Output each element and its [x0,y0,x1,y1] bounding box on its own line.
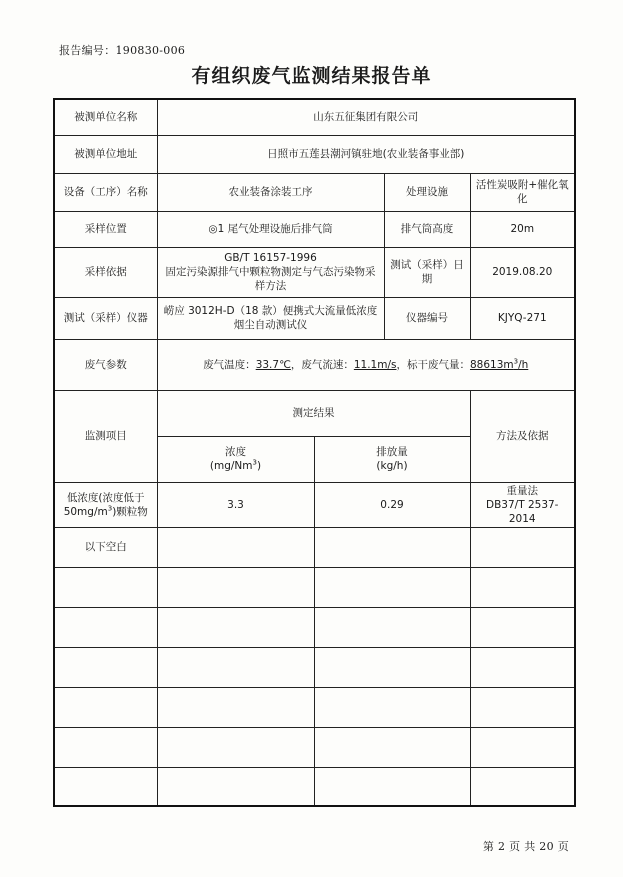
concentration-header: 浓度 (mg/Nm$^3$) [157,436,314,482]
measurement-result-header: 测定结果 [157,390,470,436]
test-date-value: 2019.08.20 [470,247,575,297]
standard-title: 固定污染源排气中颗粒物测定与气态污染物采样方法 [165,266,376,292]
row-instrument [54,297,575,339]
sampling-location-value: ◎1 尾气处理设施后排气筒 [157,211,384,247]
sampling-location-label: 采样位置 [54,211,157,247]
empty-row [54,567,575,607]
blank-note-row [54,527,575,567]
concentration-unit: (mg/Nm$^3$) [209,458,262,472]
exhaust-params-label: 废气参数 [54,339,157,390]
instrument-value: 崂应 3012H-D（18 款）便携式大流量低浓度烟尘自动测试仪 [157,297,384,339]
row-unit-address [54,135,575,173]
emission-value: 0.29 [314,482,470,527]
stack-height-label: 排气筒高度 [384,211,470,247]
report-table [53,98,576,807]
row-equipment [54,173,575,211]
method-header: 方法及依据 [470,390,575,482]
facility-label: 处理设施 [384,173,470,211]
instrument-label: 测试（采样）仪器 [54,297,157,339]
equipment-label: 设备（工序）名称 [54,173,157,211]
stack-height-value: 20m [470,211,575,247]
std-dry-exhaust-volume: $88613m^3/h$ [469,357,529,371]
monitoring-item: 低浓度(浓度低于 $50mg/m^3$)颗粒物 [54,482,157,527]
row-sampling-basis [54,247,575,297]
exhaust-flow-velocity: 11.1m/s [353,358,397,371]
page-title: 有组织废气监测结果报告单 [191,65,432,87]
monitoring-item-header: 监测项目 [54,390,157,482]
results-header-row [54,390,575,436]
concentration-value: 3.3 [157,482,314,527]
unit-name-value: 山东五征集团有限公司 [157,99,575,135]
empty-row [54,687,575,727]
row-unit-name [54,99,575,135]
table-row [54,482,575,527]
report-number: 报告编号：190830-006 [59,44,186,57]
exhaust-params-value [157,339,575,390]
empty-row [54,647,575,687]
instrument-no-label: 仪器编号 [384,297,470,339]
unit-address-value: 日照市五莲县潮河镇驻地(农业装备事业部) [157,135,575,173]
exhaust-temperature: 33.7℃ [255,358,291,371]
test-date-label: 测试（采样）日期 [384,247,470,297]
empty-row [54,727,575,767]
std-prefix: ，标干废气量： [396,358,470,371]
flow-prefix: ，废气流速： [290,358,354,371]
empty-row [54,607,575,647]
emission-header: 排放量 (kg/h) [314,436,470,482]
equipment-value: 农业装备涂装工序 [157,173,384,211]
row-exhaust-params [54,339,575,390]
blank-note: 以下空白 [54,527,157,567]
unit-address-label: 被测单位地址 [54,135,157,173]
sampling-basis-value [157,247,384,297]
page-number: 第 2 页 共 20 页 [482,840,569,853]
standard-code: GB/T 16157-1996 [224,252,317,264]
empty-row [54,767,575,806]
temp-prefix: 废气温度： [203,358,256,371]
facility-value: 活性炭吸附+催化氧化 [470,173,575,211]
method-value: 重量法 DB37/T 2537-2014 [470,482,575,527]
unit-name-label: 被测单位名称 [54,99,157,135]
sampling-basis-label: 采样依据 [54,247,157,297]
row-sampling-location [54,211,575,247]
emission-unit: (kg/h) [376,460,408,472]
instrument-no-value: KJYQ-271 [470,297,575,339]
